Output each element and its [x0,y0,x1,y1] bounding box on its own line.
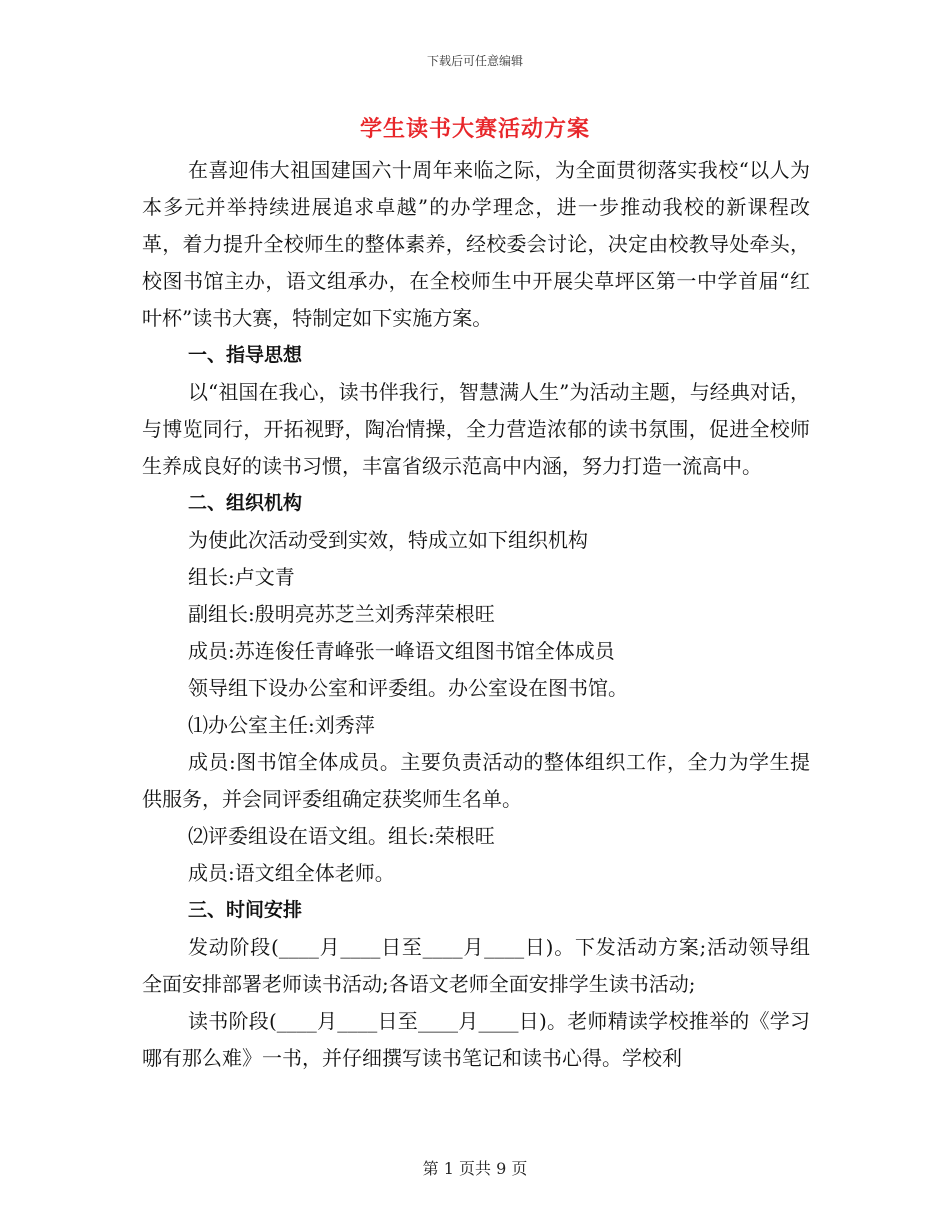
organization-intro-line: 为使此次活动受到实效，特成立如下组织机构 [188,528,588,552]
office-director-line: ⑴办公室主任:刘秀萍 [188,713,375,737]
office-setup-line: 领导组下设办公室和评委组。办公室设在图书馆。 [188,676,628,700]
document-body [142,152,810,1077]
group-leader-line: 组长:卢文青 [188,565,295,589]
page-number-footer: 第 1 页共 9 页 [422,1159,528,1178]
jury-members-line: 成员:语文组全体老师。 [188,861,395,885]
section-heading-organization: 二、组织机构 [188,492,303,514]
deputy-leader-line: 副组长:殷明亮苏芝兰刘秀萍荣根旺 [188,602,495,626]
members-line: 成员:苏连俊任青峰张一峰语文组图书馆全体成员 [188,639,615,663]
intro-paragraph: 在喜迎伟大祖国建国六十周年来临之际，为全面贯彻落实我校“以人为本多元并举持续进展追求卓越”的办学理念，进一步推动我校的新课程改革，着力提升全校师生的整体素养，经校委会讨论，决定由校教导处牵头，校图书馆主办，语文组承办，在全校师生中开展尖草坪区第一中学首届“红叶杯”读书大赛，特制定如下实施方案。 [142,158,810,330]
page-header-note: 下载后可任意编辑 [426,54,523,68]
jury-setup-line: ⑵评委组设在语文组。组长:荣根旺 [188,824,495,848]
guiding-ideology-paragraph: 以“祖国在我心，读书伴我行，智慧满人生”为活动主题，与经典对话，与博览同行，开拓视野，陶冶情操，全力营造浓郁的读书氛围，促进全校师生养成良好的读书习惯，丰富省级示范高中内涵，努力打造一流高中。 [142,380,810,478]
document-title: 学生读书大赛活动方案 [359,117,590,142]
section-heading-schedule: 三、时间安排 [188,899,303,921]
section-heading-guiding-ideology: 一、指导思想 [188,344,303,366]
office-members-paragraph: 成员:图书馆全体成员。主要负责活动的整体组织工作，全力为学生提供服务，并会同评委组确定获奖师生名单。 [142,750,810,811]
reading-stage-paragraph: 读书阶段(____月____日至____月____日)。老师精读学校推举的《学习哪有那么难》一书，并仔细撰写读书笔记和读书心得。学校利 [142,1009,810,1070]
launch-stage-paragraph: 发动阶段(____月____日至____月____日)。下发活动方案;活动领导组全面安排部署老师读书活动;各语文老师全面安排学生读书活动; [142,935,810,996]
